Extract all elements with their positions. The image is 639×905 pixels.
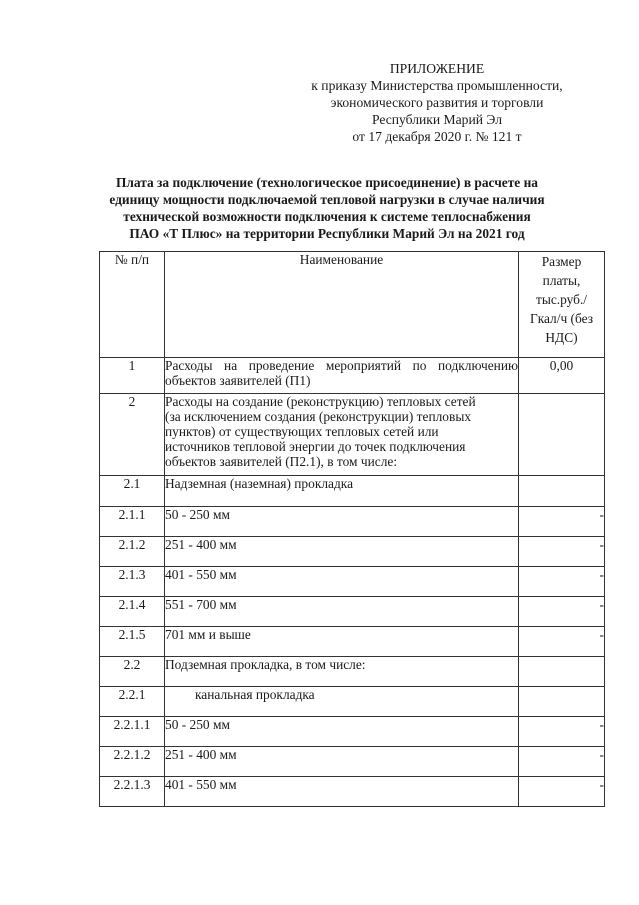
- row-number: 2.2.1: [100, 687, 165, 717]
- row-number: 2.1.3: [100, 567, 165, 597]
- row-name: 401 - 550 мм: [165, 567, 519, 597]
- table-row: [100, 687, 605, 717]
- tariff-table: [99, 251, 605, 807]
- row-value: -: [519, 717, 605, 747]
- row-value: [519, 394, 605, 476]
- table-row: [100, 717, 605, 747]
- appendix-label: ПРИЛОЖЕНИЕ: [389, 61, 485, 76]
- row-name: 50 - 250 мм: [165, 717, 519, 747]
- table-row: [100, 597, 605, 627]
- row-number: 2.2: [100, 657, 165, 687]
- row-name: 251 - 400 мм: [165, 747, 519, 777]
- table-row: [100, 657, 605, 687]
- row-value: -: [519, 597, 605, 627]
- row-value: -: [519, 627, 605, 657]
- title-line: ПАО «Т Плюс» на территории Республики Марий Эл на 2021 год: [129, 226, 525, 241]
- order-date: от 17 декабря 2020 г. № 121 т: [352, 129, 522, 144]
- row-value: -: [519, 507, 605, 537]
- row-number: 2.2.1.3: [100, 777, 165, 807]
- row-value: [519, 687, 605, 717]
- republic-name: Республики Марий Эл: [371, 112, 503, 127]
- row-value: -: [519, 777, 605, 807]
- row-value: -: [519, 537, 605, 567]
- header-value-line: платы,: [542, 273, 581, 288]
- document-title: [92, 174, 562, 242]
- row-number: 2.2.1.1: [100, 717, 165, 747]
- row-name: 701 мм и выше: [165, 627, 519, 657]
- header-value-line: тыс.руб./: [535, 292, 588, 307]
- header-value-line: НДС): [545, 330, 578, 345]
- row-number: 2: [100, 394, 165, 476]
- row-name: 401 - 550 мм: [165, 777, 519, 807]
- row-number: 2.2.1.2: [100, 747, 165, 777]
- row-number: 2.1.4: [100, 597, 165, 627]
- ministry-name: экономического развития и торговли: [330, 95, 544, 110]
- table-header-row: [100, 252, 605, 358]
- header-value-line: Гкал/ч (без: [529, 311, 594, 326]
- header-number: № п/п: [100, 252, 165, 358]
- table-row: [100, 747, 605, 777]
- header-value: [519, 252, 605, 358]
- row-name-line: Расходы на создание (реконструкцию) тепловых сетей: [165, 394, 476, 409]
- row-name-line: пунктов) от существующих тепловых сетей или: [165, 424, 439, 439]
- row-number: 1: [100, 358, 165, 394]
- appendix-header: [292, 60, 582, 145]
- table-row: [100, 476, 605, 507]
- row-name-line: объектов заявителей (П1): [165, 373, 311, 388]
- row-number: 2.1.1: [100, 507, 165, 537]
- table-row: [100, 777, 605, 807]
- row-number: 2.1.2: [100, 537, 165, 567]
- table-row: [100, 567, 605, 597]
- order-reference: к приказу Министерства промышленности,: [311, 78, 563, 93]
- row-value: -: [519, 747, 605, 777]
- table-row: [100, 537, 605, 567]
- row-name-line: (за исключением создания (реконструкции) тепловых: [165, 409, 472, 424]
- table-row: [100, 394, 605, 476]
- table-row: [100, 627, 605, 657]
- row-name: [165, 358, 519, 394]
- row-name: Надземная (наземная) прокладка: [165, 476, 519, 507]
- title-line: единицу мощности подключаемой тепловой нагрузки в случае наличия: [109, 192, 545, 207]
- row-name: [165, 394, 519, 476]
- title-line: Плата за подключение (технологическое присоединение) в расчете на: [115, 175, 538, 190]
- row-name: 50 - 250 мм: [165, 507, 519, 537]
- row-number: 2.1: [100, 476, 165, 507]
- table-row: [100, 358, 605, 394]
- row-name: 551 - 700 мм: [165, 597, 519, 627]
- row-value: [519, 657, 605, 687]
- row-value: 0,00: [519, 358, 605, 394]
- row-name: Подземная прокладка, в том числе:: [165, 657, 519, 687]
- row-number: 2.1.5: [100, 627, 165, 657]
- title-line: технической возможности подключения к системе теплоснабжения: [123, 209, 531, 224]
- table-row: [100, 507, 605, 537]
- header-value-line: Размер: [541, 254, 582, 269]
- row-name-line: объектов заявителей (П2.1), в том числе:: [165, 454, 398, 469]
- row-name-line: источников тепловой энергии до точек подключения: [165, 439, 466, 454]
- row-value: -: [519, 567, 605, 597]
- row-name: 251 - 400 мм: [165, 537, 519, 567]
- row-value: [519, 476, 605, 507]
- row-name: канальная прокладка: [165, 687, 519, 717]
- header-name: Наименование: [165, 252, 519, 358]
- row-name-line: Расходы на проведение мероприятий по подключению: [165, 358, 518, 373]
